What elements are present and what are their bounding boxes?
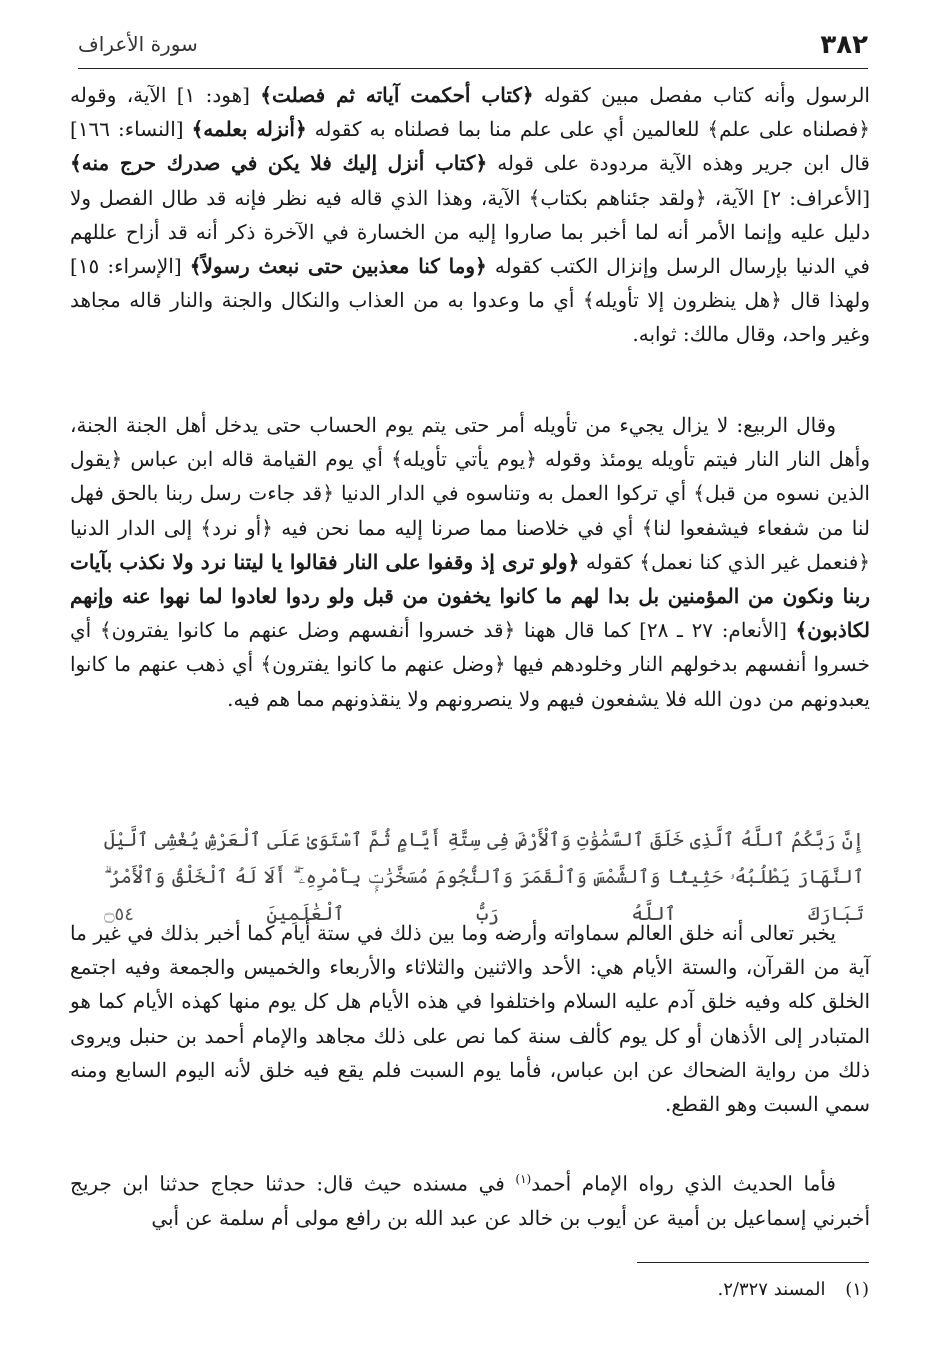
text-segment: [الأعراف: ٢] الآية، ﴿ولقد جئناهم بكتاب﴾ الآية، وهذا الذي قاله فيه نظر فإنه قد طال الفصل ولا دليل عليه وإنما الأمر أنه لما أخبر بما صاروا إليه من الخسارة في الآخرة ذكر أنه قد أزاح عللهم في الدنيا بإرسال الرسل وإنزال الكتب كقوله: [70, 185, 870, 279]
paragraph-1: [70, 78, 870, 352]
paragraph-3: [70, 916, 870, 1121]
text-segment: فأما الحديث الذي رواه الإمام أحمد: [531, 1171, 836, 1196]
page-number: ٣٨٢: [820, 30, 868, 60]
footnote-text: المسند ٢/٣٢٧.: [717, 1279, 826, 1300]
text-segment: [النساء: ١٦٦] قال ابن جرير وهذه الآية مردودة على قوله: [70, 117, 870, 176]
text-segment: [الأنعام: ٢٧ ـ ٢٨] كما قال ههنا ﴿قد خسروا أنفسهم وضل عنهم ما كانوا يفترون﴾ أي خسروا أنفسهم بدخولهم النار وخلودهم فيها ﴿وضل عنهم ما كانوا يفترون﴾ أي ذهب عنهم ما كانوا يعبدونهم من دون الله فلا يشفعون فيهم ولا ينصرونهم ولا ينقذونهم مما هم فيه.: [70, 618, 870, 711]
footnote-number: (١): [845, 1279, 869, 1300]
quran-quote: ﴿وما كنا معذبين حتى نبعث رسولاً﴾: [189, 254, 487, 279]
text-segment: الرسول وأنه كتاب مفصل مبين كقوله: [533, 83, 870, 107]
surah-name: سورة الأعراف: [78, 32, 198, 56]
paragraph-4-text: [70, 1162, 870, 1235]
paragraph-3-text: [70, 916, 870, 1121]
quran-verse-text: إِنَّ رَبَّكُمُ ٱللَّهُ ٱلَّذِى خَلَقَ ٱلسَّمَٰوَٰتِ وَٱلْأَرْضَ فِى سِتَّةِ أَيَّامٍ ثُمَّ ٱسْتَوَىٰ عَلَى ٱلْعَرْشِ يُغْشِى ٱلَّيْلَ ٱلنَّهَارَ يَطْلُبُهُۥ حَثِيثًا وَٱلشَّمْسَ وَٱلْقَمَرَ وَٱلنُّجُومَ مُسَخَّرَٰتٍۭ بِأَمْرِهِۦٓ ۗ أَلَا لَهُ ٱلْخَلْقُ وَٱلْأَمْرُ ۗ تَبَارَكَ ٱللَّهُ رَبُّ ٱلْعَٰلَمِينَ: [104, 829, 864, 925]
header-rule: [78, 68, 868, 69]
quran-quote: ﴿ولو ترى إذ وقفوا على النار فقالوا يا ليتنا نرد ولا نكذب بآيات ربنا ونكون من المؤمنين بل بدا لهم ما كانوا يخفون من قبل ولو ردوا لعادوا لما نهوا عنه وإنهم لكاذبون﴾: [70, 549, 870, 643]
footnote-reference[interactable]: (١): [515, 1172, 532, 1186]
paragraph-4: [70, 1162, 870, 1235]
quran-verse-block: [104, 822, 864, 925]
paragraph-2-text: [70, 408, 870, 716]
paragraph-1-text: [70, 78, 870, 352]
footnote: [717, 1276, 869, 1304]
text-segment: يخبر تعالى أنه خلق العالم سماواته وأرضه وما بين ذلك في ستة أيام كما أخبر بذلك في غير ما آية من القرآن، والستة الأيام هي: الأحد والاثنين والثلاثاء والأربعاء والخميس والجمعة وفيه اجتمع الخلق كله وفيه خلق آدم عليه السلام واختلفوا في هذه الأيام هل كل يوم منها كهذه الأيام كما هو المتبادر إلى الأذهان أو كل يوم كألف سنة كما نص على ذلك مجاهد والإمام أحمد بن حنبل ويروى ذلك من رواية الضحاك عن ابن عباس، فأما يوم السبت فلم يقع فيه خلق لأنه اليوم السابع ومنه سمي السبت وهو القطع.: [70, 921, 870, 1117]
text-segment: [الإسراء: ١٥] ولهذا قال ﴿هل ينظرون إلا تأويله﴾ أي ما وعدوا به من العذاب والنكال والجنة والنار قاله مجاهد وغير واحد، وقال مالك: ثوابه.: [70, 254, 870, 347]
paragraph-2: [70, 408, 870, 716]
footnote-rule: [637, 1262, 869, 1263]
text-segment: في مسنده حيث قال: حدثنا حجاج حدثنا ابن جريج أخبرني إسماعيل بن أمية عن أيوب بن خالد عن عبد الله بن رافع مولى أم سلمة عن أبي: [70, 1171, 870, 1230]
text-segment: [هود: ١] الآية، وقوله ﴿فصلناه على علم﴾ للعالمين أي على علم منا بما فصلناه به كقوله: [70, 83, 871, 142]
quran-quote: ﴿كتاب أنزل إليك فلا يكن في صدرك حرج منه﴾: [70, 151, 488, 176]
verse-end-ornament: ۝٥٤: [104, 904, 134, 925]
text-segment: وقال الربيع: لا يزال يجيء من تأويله أمر حتى يتم يوم الحساب حتى يدخل أهل الجنة الجنة، وأهل النار النار فيتم تأويله يومئذ وقوله ﴿يوم يأتي تأويله﴾ أي يوم القيامة قاله ابن عباس ﴿يقول الذين نسوه من قبل﴾ أي تركوا العمل به وتناسوه في الدار الدنيا ﴿قد جاءت رسل ربنا بالحق فهل لنا من شفعاء فيشفعوا لنا﴾ أي في خلاصنا مما صرنا إليه مما نحن فيه ﴿أو نرد﴾ إلى الدار الدنيا ﴿فنعمل غير الذي كنا نعمل﴾ كقوله: [70, 413, 871, 574]
quran-quote: ﴿كتاب أحكمت آياته ثم فصلت﴾: [260, 83, 534, 107]
quran-quote: ﴿أنزله بعلمه﴾: [191, 117, 307, 142]
running-header: [78, 30, 868, 64]
